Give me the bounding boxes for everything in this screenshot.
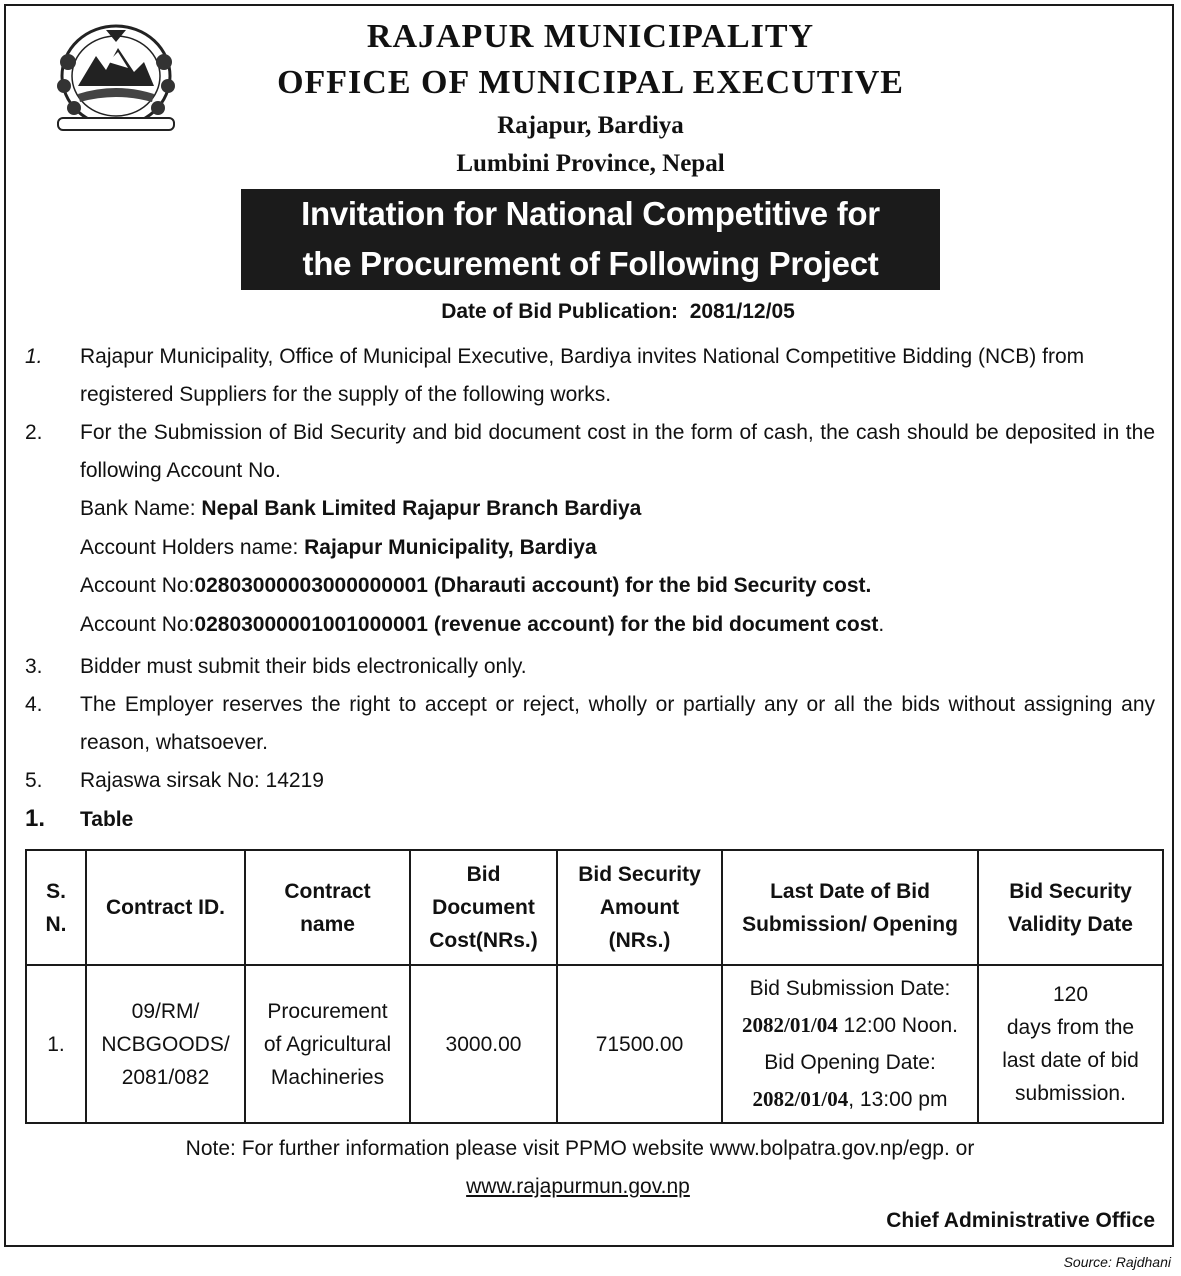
bank-name-value: Nepal Bank Limited Rajapur Branch Bardiya: [201, 497, 642, 520]
item-2-number: 2.: [25, 421, 43, 444]
revenue-account-end: .: [878, 613, 885, 636]
header-contract-id: Contract ID.: [86, 850, 245, 965]
address-line-2: Lumbini Province, Nepal: [456, 150, 725, 177]
security-account-value: 02803000003000000001 (Dharauti account) for the bid Security cost.: [194, 574, 872, 597]
signoff: Chief Administrative Office: [886, 1209, 1155, 1232]
item-3-text: Bidder must submit their bids electronically only.: [80, 655, 527, 678]
item-2-text: For the Submission of Bid Security and bid document cost in the form of cash, the cash should be deposited in the following Account No.: [80, 421, 1155, 482]
banner-line-2: the Procurement of Following Project: [302, 245, 879, 282]
item-3-number: 3.: [25, 655, 43, 678]
header-document-cost: Bid Document Cost(NRs.): [410, 850, 557, 965]
item-4-number: 4.: [25, 693, 43, 716]
header-sn: S. N.: [26, 850, 86, 965]
footer-note: Note: For further information please visit PPMO website www.bolpatra.gov.np/egp. or: [185, 1137, 975, 1160]
account-holder-label: Account Holders name:: [80, 536, 299, 559]
bid-table: [25, 849, 1164, 1124]
cell-validity: 120 days from the last date of bid submission.: [978, 965, 1163, 1123]
opening-datetime: 2082/01/04, 13:00 pm: [752, 1087, 948, 1111]
publication-date: [0, 300, 1181, 324]
publication-date-value: 2081/12/05: [689, 300, 795, 323]
header-last-date: Last Date of Bid Submission/ Opening: [722, 850, 978, 965]
cell-last-date: [722, 965, 978, 1123]
item-1-text: Rajapur Municipality, Office of Municipal Executive, Bardiya invites National Competitive Bidding (NCB) from registered Suppliers for the supply of the following works.: [80, 345, 1085, 406]
cell-sn: 1.: [26, 965, 86, 1123]
notice-title-banner: [241, 189, 940, 290]
revenue-account-label: Account No:: [80, 613, 195, 636]
item-5-text: Rajaswa sirsak No: 14219: [80, 769, 324, 792]
item-1-number: 1.: [25, 345, 43, 368]
header-validity: Bid Security Validity Date: [978, 850, 1163, 965]
source-credit: Source: Rajdhani: [1063, 1254, 1171, 1270]
table-section-title: Table: [80, 808, 134, 831]
item-4-text: The Employer reserves the right to accept or reject, wholly or partially any or all the bids without assigning any reason, whatsoever.: [80, 693, 1155, 754]
security-account-label: Account No:: [80, 574, 195, 597]
account-holder-line: [80, 536, 597, 560]
bank-name-label: Bank Name:: [80, 497, 196, 520]
opening-label: Bid Opening Date:: [764, 1051, 936, 1074]
cell-security-amount: 71500.00: [557, 965, 722, 1123]
cell-contract-id: 09/RM/ NCBGOODS/ 2081/082: [86, 965, 245, 1123]
item-5-number: 5.: [25, 769, 43, 792]
header-contract-name: Contract name: [245, 850, 410, 965]
bank-name-line: [80, 497, 641, 521]
office-name: OFFICE OF MUNICIPAL EXECUTIVE: [277, 64, 904, 101]
org-name: RAJAPUR MUNICIPALITY: [366, 18, 815, 55]
banner-line-1: Invitation for National Competitive for: [301, 195, 880, 232]
revenue-account-value: 02803000001001000001 (revenue account) for the bid document cost: [194, 613, 879, 636]
submission-datetime: 2082/01/04 12:00 Noon.: [742, 1013, 958, 1037]
account-holder-value: Rajapur Municipality, Bardiya: [304, 536, 597, 559]
address-line-1: Rajapur, Bardiya: [497, 112, 684, 139]
cell-contract-name: Procurement of Agricultural Machineries: [245, 965, 410, 1123]
municipality-website-link[interactable]: www.rajapurmun.gov.np: [466, 1175, 690, 1198]
cell-document-cost: 3000.00: [410, 965, 557, 1123]
publication-date-label: Date of Bid Publication:: [441, 300, 679, 323]
header-security-amount: Bid Security Amount (NRs.): [557, 850, 722, 965]
revenue-account-line: [80, 613, 884, 637]
security-account-line: [80, 574, 871, 598]
table-header-row: [26, 850, 1163, 965]
table-section-number: 1.: [25, 805, 46, 832]
table-row: [26, 965, 1163, 1123]
submission-label: Bid Submission Date:: [749, 977, 951, 1000]
